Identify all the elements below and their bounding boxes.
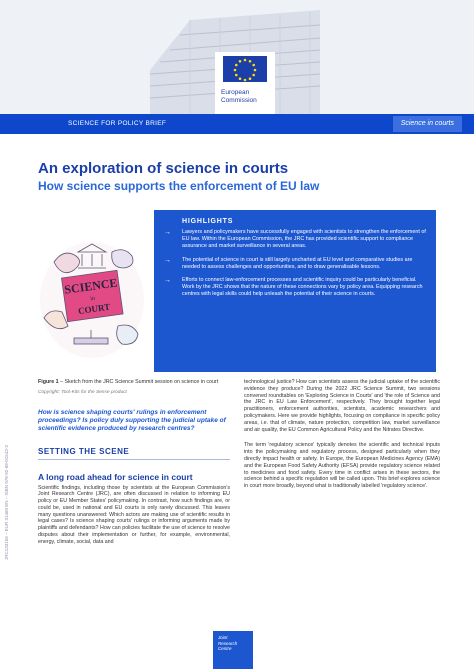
page-subtitle: How science supports the enforcement of EU law — [38, 179, 320, 193]
arrow-right-icon: → — [164, 277, 171, 285]
jrc-logo-block — [213, 631, 253, 669]
lead-question: How is science shaping courts' rulings in enforcement proceedings? Is policy duly supporting the judicial uptake of scientific evidence produced by research centres? — [38, 408, 226, 432]
sketch-sign-line2: in — [89, 295, 96, 303]
figure-credit: Copyright: Tool-Kits for the Sense product — [38, 389, 127, 395]
highlight-item — [164, 257, 426, 271]
right-column — [244, 379, 440, 490]
highlights-heading: HIGHLIGHTS — [182, 218, 234, 225]
right-body-text-1: technological justice? How can scientists assess the judicial uptake of the scientific evidence they produce? During the 2022 JRC Science Summit, two sessions convened roundtables on 'Exploring Science in Courts' and 'the role of Science and the JRC in EU Law Enforcement', respectively. They brought together legal practitioners, enforcement authorities, scientists, academic researchers and policymakers. Here we provide highlights, focusing on compliance in specific policy areas, i.e. that of climate, nature protection, competition law, market surveillance and air quality, the EU Common Agricultural Policy and the Nitrates Directive. — [244, 379, 440, 433]
figure-caption-text: – Sketch from the JRC Science Summit session on science in court — [58, 379, 219, 385]
band-left-label: SCIENCE FOR POLICY BRIEF — [68, 120, 167, 127]
sketch-sign-line3: COURT — [77, 301, 111, 317]
figure-label: Figure 1 — [38, 379, 59, 385]
subsection-heading: A long road ahead for science in court — [38, 471, 193, 482]
section-heading: SETTING THE SCENE — [38, 447, 230, 460]
highlight-item — [164, 277, 426, 299]
arrow-right-icon: → — [164, 229, 171, 236]
jrc-line3: Centre — [218, 646, 232, 651]
highlight-text: The potential of science in court is still largely uncharted at EU level and comparative studies are needed to assess challenges and opportunities, and to draw generalisable lessons. — [182, 256, 413, 270]
right-body-text-2: The term 'regulatory science' typically denotes the scientific and technical inputs into the policymaking and regulatory process, designed particularly when they directly impact health or safety. In Europe, the European Medicines Agency (EMA) and the European Food Safety Authority (EFSA) provide regulatory science related to medicines and food safety. Every time in conflict arises in these sectors, the science behind a specific regulation will be called upon. This brief explores science in court more broadly, beyond what is traditionally labelled 'regulatory science'. — [244, 442, 440, 490]
highlight-text: Lawyers and policymakers have successfully engaged with scientists to strengthen the enforcement of EU law. Within the European Commission, the JRC has provided scientific support to compliance assurance and market surveillance in several areas. — [182, 229, 426, 250]
jrc-line2: Research — [218, 640, 238, 646]
european-commission-logo — [215, 52, 275, 114]
highlight-item — [164, 229, 426, 251]
figure-caption — [38, 379, 230, 386]
highlight-text: Efforts to connect law-enforcement processes and scientific inquiry could be particularly beneficial. Work by the JRC shows that the nature of these connections vary by policy area. Equipping research centres with legal skills could help unleash the potential of their science in courts. — [182, 277, 423, 298]
science-in-court-sketch — [34, 222, 150, 372]
sketch-sign-line1: SCIENCE — [63, 275, 119, 297]
logo-line2: Commission — [221, 97, 257, 104]
jrc-line1: Joint — [218, 635, 228, 640]
highlights-box — [154, 210, 436, 372]
side-identifier: JRC133156 – EUR 31460 EN – ISBN 978-92-68-01543-3 — [4, 445, 9, 560]
arrow-right-icon: → — [164, 256, 171, 264]
band-right-label: Science in courts — [393, 116, 462, 132]
page-title: An exploration of science in courts — [38, 160, 289, 177]
left-body-text: Scientific findings, including those by scientists at the European Commission's Joint Research Centre (JRC), are often discussed in relation to informing EU policy or EU Member States' policymaking. In contrast, how such findings are, or could be, used in national and EU courts is only rarely discussed. This leaves many questions unanswered: Which actors are making use of scientific results in legal cases? Is science shaping courts' rulings or informing arguments made by plaintiffs and defendants? How can policies facilitate the use of science to resolve disputes about their implementation or further, for example, environmental, energy, climate, social, data and — [38, 484, 230, 545]
logo-line1: European — [221, 89, 250, 96]
header — [0, 0, 474, 114]
left-column — [38, 379, 230, 546]
